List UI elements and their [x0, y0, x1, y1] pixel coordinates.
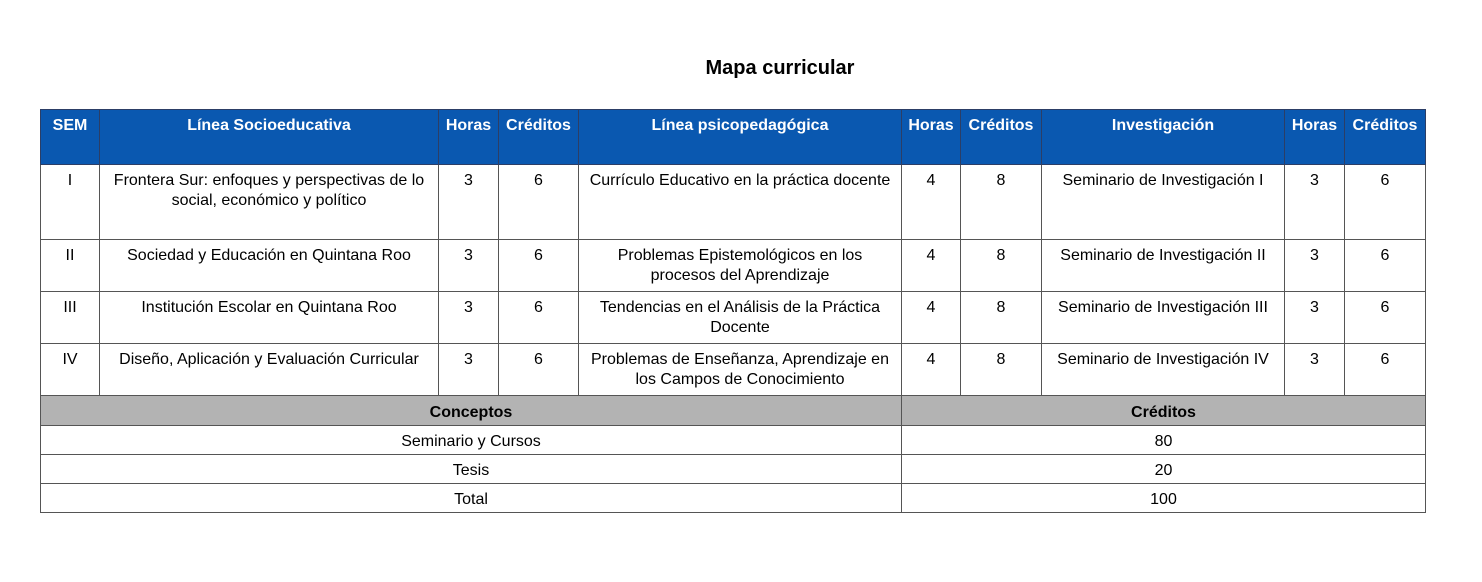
summary-concept: Total: [41, 484, 902, 513]
header-line-psico: Línea psicopedagógica: [579, 110, 902, 165]
hours-cell: 3: [439, 165, 499, 240]
credits-cell: 8: [961, 344, 1042, 396]
summary-credits: 100: [902, 484, 1426, 513]
credits-cell: 6: [1345, 344, 1426, 396]
investigacion-cell: Seminario de Investigación IV: [1042, 344, 1285, 396]
sem-cell: II: [41, 240, 100, 292]
hours-cell: 3: [1285, 344, 1345, 396]
header-hours-1: Horas: [439, 110, 499, 165]
credits-cell: 6: [1345, 165, 1426, 240]
table-row: [41, 240, 1426, 292]
hours-cell: 4: [902, 292, 961, 344]
table-row: [41, 344, 1426, 396]
header-hours-3: Horas: [1285, 110, 1345, 165]
hours-cell: 4: [902, 240, 961, 292]
credits-cell: 6: [499, 292, 579, 344]
socio-cell: Diseño, Aplicación y Evaluación Curricular: [100, 344, 439, 396]
curriculum-table: [40, 109, 1426, 513]
hours-cell: 4: [902, 344, 961, 396]
socio-cell: Institución Escolar en Quintana Roo: [100, 292, 439, 344]
credits-cell: 6: [499, 165, 579, 240]
summary-header-row: [41, 396, 1426, 426]
hours-cell: 3: [439, 292, 499, 344]
sem-cell: I: [41, 165, 100, 240]
summary-credits: 80: [902, 426, 1426, 455]
investigacion-cell: Seminario de Investigación I: [1042, 165, 1285, 240]
sem-cell: IV: [41, 344, 100, 396]
summary-credits: 20: [902, 455, 1426, 484]
socio-cell: Sociedad y Educación en Quintana Roo: [100, 240, 439, 292]
summary-concept: Seminario y Cursos: [41, 426, 902, 455]
psico-cell: Tendencias en el Análisis de la Práctica Docente: [579, 292, 902, 344]
credits-cell: 6: [499, 344, 579, 396]
header-line-investigacion: Investigación: [1042, 110, 1285, 165]
investigacion-cell: Seminario de Investigación III: [1042, 292, 1285, 344]
psico-cell: Problemas de Enseñanza, Aprendizaje en los Campos de Conocimiento: [579, 344, 902, 396]
credits-cell: 8: [961, 240, 1042, 292]
header-credits-1: Créditos: [499, 110, 579, 165]
hours-cell: 3: [1285, 292, 1345, 344]
header-hours-2: Horas: [902, 110, 961, 165]
header-sem: SEM: [41, 110, 100, 165]
summary-concept: Tesis: [41, 455, 902, 484]
summary-row: [41, 455, 1426, 484]
table-row: [41, 292, 1426, 344]
table-row: [41, 165, 1426, 240]
credits-cell: 8: [961, 292, 1042, 344]
summary-credits-header: Créditos: [902, 396, 1426, 426]
header-credits-3: Créditos: [1345, 110, 1426, 165]
sem-cell: III: [41, 292, 100, 344]
hours-cell: 3: [1285, 240, 1345, 292]
summary-concepts-header: Conceptos: [41, 396, 902, 426]
investigacion-cell: Seminario de Investigación II: [1042, 240, 1285, 292]
header-line-socio: Línea Socioeducativa: [100, 110, 439, 165]
header-credits-2: Créditos: [961, 110, 1042, 165]
hours-cell: 3: [439, 344, 499, 396]
credits-cell: 8: [961, 165, 1042, 240]
summary-row: [41, 484, 1426, 513]
hours-cell: 4: [902, 165, 961, 240]
psico-cell: Problemas Epistemológicos en los procesos del Aprendizaje: [579, 240, 902, 292]
table-header-row: [41, 110, 1426, 165]
credits-cell: 6: [499, 240, 579, 292]
summary-row: [41, 426, 1426, 455]
psico-cell: Currículo Educativo en la práctica docente: [579, 165, 902, 240]
credits-cell: 6: [1345, 292, 1426, 344]
socio-cell: Frontera Sur: enfoques y perspectivas de lo social, económico y político: [100, 165, 439, 240]
hours-cell: 3: [1285, 165, 1345, 240]
credits-cell: 6: [1345, 240, 1426, 292]
hours-cell: 3: [439, 240, 499, 292]
page-title: Mapa curricular: [705, 57, 855, 79]
